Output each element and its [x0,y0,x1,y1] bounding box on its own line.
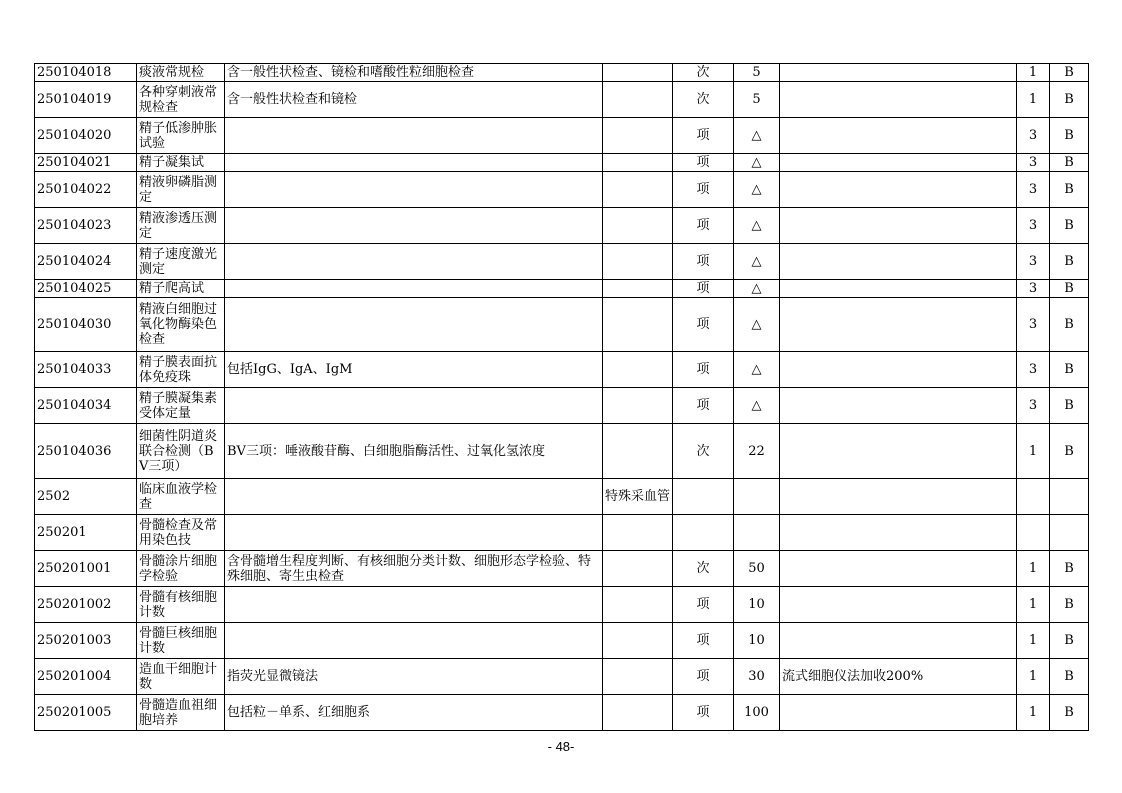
item-category-cell: B [1050,424,1089,479]
item-category-cell: B [1050,280,1089,298]
item-category-cell: B [1050,154,1089,172]
item-level-cell: 3 [1017,280,1050,298]
item-unit-cell: 项 [673,208,734,244]
item-code-cell: 250104034 [35,388,137,424]
item-category-cell: B [1050,64,1089,82]
item-name-cell: 各种穿刺液常规检查 [137,82,225,118]
item-content-cell: 含一般性状检查和镜检 [225,82,603,118]
table-row [35,352,1089,388]
item-exclusion-cell [603,424,673,479]
table-row [35,172,1089,208]
item-category-cell: B [1050,695,1089,731]
item-exclusion-cell [603,172,673,208]
item-price-cell: △ [734,280,780,298]
item-code-cell: 2502 [35,479,137,515]
item-category-cell: B [1050,244,1089,280]
item-level-cell: 1 [1017,587,1050,623]
item-code-cell: 250201001 [35,551,137,587]
item-name-cell: 痰液常规检 [137,64,225,82]
item-unit-cell: 项 [673,388,734,424]
item-price-cell: △ [734,154,780,172]
item-note-cell [780,551,1017,587]
item-exclusion-cell [603,244,673,280]
item-note-cell [780,479,1017,515]
item-content-cell [225,388,603,424]
item-note-cell [780,208,1017,244]
item-unit-cell: 项 [673,244,734,280]
item-level-cell: 1 [1017,623,1050,659]
item-content-cell: 指荧光显微镜法 [225,659,603,695]
item-note-cell [780,352,1017,388]
table-row [35,82,1089,118]
item-content-cell [225,280,603,298]
item-exclusion-cell [603,154,673,172]
table-row [35,244,1089,280]
item-level-cell: 1 [1017,64,1050,82]
item-category-cell: B [1050,659,1089,695]
item-level-cell: 3 [1017,244,1050,280]
item-content-cell: 含骨髓增生程度判断、有核细胞分类计数、细胞形态学检验、特殊细胞、寄生虫检查 [225,551,603,587]
item-code-cell: 250104019 [35,82,137,118]
item-category-cell: B [1050,118,1089,154]
item-exclusion-cell [603,82,673,118]
item-name-cell: 造血干细胞计数 [137,659,225,695]
item-category-cell: B [1050,82,1089,118]
item-code-cell: 250201002 [35,587,137,623]
item-exclusion-cell [603,388,673,424]
item-note-cell [780,118,1017,154]
table-row [35,515,1089,551]
item-category-cell: B [1050,388,1089,424]
item-category-cell: B [1050,172,1089,208]
item-code-cell: 250104033 [35,352,137,388]
item-unit-cell: 项 [673,695,734,731]
item-note-cell [780,298,1017,352]
item-exclusion-cell [603,551,673,587]
item-code-cell: 250201004 [35,659,137,695]
item-note-cell: 流式细胞仪法加收200% [780,659,1017,695]
item-note-cell [780,172,1017,208]
item-level-cell: 1 [1017,659,1050,695]
table-row [35,659,1089,695]
item-name-cell: 骨髓检查及常用染色技 [137,515,225,551]
item-name-cell: 精液卵磷脂测定 [137,172,225,208]
item-level-cell: 3 [1017,352,1050,388]
table-row [35,388,1089,424]
item-category-cell [1050,479,1089,515]
item-note-cell [780,695,1017,731]
item-exclusion-cell [603,280,673,298]
item-exclusion-cell [603,695,673,731]
table-row [35,424,1089,479]
item-content-cell [225,244,603,280]
item-price-cell: 5 [734,64,780,82]
item-content-cell: 含一般性状检查、镜检和嗜酸性粒细胞检查 [225,64,603,82]
item-price-cell: 5 [734,82,780,118]
item-level-cell: 3 [1017,172,1050,208]
item-code-cell: 250104023 [35,208,137,244]
item-code-cell: 250104025 [35,280,137,298]
item-price-cell: △ [734,208,780,244]
item-code-cell: 250104020 [35,118,137,154]
item-price-cell: △ [734,118,780,154]
item-note-cell [780,280,1017,298]
table-row [35,551,1089,587]
item-unit-cell: 项 [673,587,734,623]
item-content-cell [225,623,603,659]
item-content-cell [225,479,603,515]
item-price-cell [734,515,780,551]
item-category-cell: B [1050,551,1089,587]
item-unit-cell [673,479,734,515]
item-level-cell [1017,515,1050,551]
item-category-cell: B [1050,208,1089,244]
item-unit-cell: 次 [673,82,734,118]
item-name-cell: 细菌性阴道炎联合检测（BV三项） [137,424,225,479]
table-row [35,154,1089,172]
item-price-cell: △ [734,352,780,388]
item-price-cell: 100 [734,695,780,731]
item-name-cell: 骨髓涂片细胞学检验 [137,551,225,587]
table-row [35,298,1089,352]
item-price-cell: 22 [734,424,780,479]
item-note-cell [780,64,1017,82]
item-code-cell: 250104018 [35,64,137,82]
item-price-cell: △ [734,244,780,280]
item-unit-cell: 项 [673,623,734,659]
item-unit-cell: 项 [673,280,734,298]
item-category-cell: B [1050,352,1089,388]
item-unit-cell: 次 [673,424,734,479]
item-content-cell: 包括IgG、IgA、IgM [225,352,603,388]
item-unit-cell: 项 [673,154,734,172]
item-note-cell [780,587,1017,623]
item-code-cell: 250104036 [35,424,137,479]
item-content-cell [225,172,603,208]
page-number: - 48- [547,739,575,754]
table-row [35,623,1089,659]
item-note-cell [780,82,1017,118]
item-unit-cell: 项 [673,659,734,695]
item-unit-cell: 项 [673,352,734,388]
item-unit-cell [673,515,734,551]
item-content-cell [225,587,603,623]
fee-table [34,63,1089,731]
item-name-cell: 精液白细胞过氧化物酶染色检查 [137,298,225,352]
table-row [35,695,1089,731]
item-price-cell: 50 [734,551,780,587]
item-exclusion-cell [603,208,673,244]
item-code-cell: 250201003 [35,623,137,659]
item-category-cell [1050,515,1089,551]
item-name-cell: 骨髓造血祖细胞培养 [137,695,225,731]
item-price-cell: △ [734,172,780,208]
item-exclusion-cell [603,298,673,352]
item-level-cell: 3 [1017,298,1050,352]
item-name-cell: 精子凝集试 [137,154,225,172]
item-level-cell [1017,479,1050,515]
item-category-cell: B [1050,587,1089,623]
item-content-cell [225,154,603,172]
table-row [35,208,1089,244]
item-unit-cell: 项 [673,118,734,154]
item-exclusion-cell [603,587,673,623]
item-name-cell: 临床血液学检查 [137,479,225,515]
item-note-cell [780,424,1017,479]
item-price-cell: △ [734,298,780,352]
item-name-cell: 精子膜凝集素受体定量 [137,388,225,424]
item-name-cell: 精子爬高试 [137,280,225,298]
item-content-cell [225,515,603,551]
item-exclusion-cell [603,352,673,388]
item-price-cell: 30 [734,659,780,695]
item-price-cell: 10 [734,587,780,623]
item-code-cell: 250201005 [35,695,137,731]
item-name-cell: 精子速度激光测定 [137,244,225,280]
item-content-cell [225,298,603,352]
item-code-cell: 250104021 [35,154,137,172]
table-row [35,118,1089,154]
item-content-cell [225,208,603,244]
item-name-cell: 骨髓有核细胞计数 [137,587,225,623]
item-note-cell [780,515,1017,551]
item-note-cell [780,388,1017,424]
item-level-cell: 3 [1017,208,1050,244]
table-row [35,280,1089,298]
item-exclusion-cell [603,515,673,551]
item-exclusion-cell: 特殊采血管 [603,479,673,515]
item-unit-cell: 次 [673,551,734,587]
item-exclusion-cell [603,659,673,695]
item-name-cell: 精子低渗肿胀试验 [137,118,225,154]
item-category-cell: B [1050,298,1089,352]
item-level-cell: 3 [1017,154,1050,172]
item-unit-cell: 项 [673,172,734,208]
item-unit-cell: 次 [673,64,734,82]
item-name-cell: 精子膜表面抗体免疫珠 [137,352,225,388]
item-price-cell: 10 [734,623,780,659]
item-note-cell [780,623,1017,659]
item-exclusion-cell [603,118,673,154]
item-exclusion-cell [603,64,673,82]
item-level-cell: 3 [1017,388,1050,424]
item-code-cell: 250104024 [35,244,137,280]
item-content-cell: BV三项：唾液酸苷酶、白细胞脂酶活性、过氧化氢浓度 [225,424,603,479]
item-level-cell: 1 [1017,424,1050,479]
item-content-cell [225,118,603,154]
item-price-cell [734,479,780,515]
item-name-cell: 精液渗透压测定 [137,208,225,244]
item-note-cell [780,244,1017,280]
table-row [35,64,1089,82]
table-row [35,479,1089,515]
item-content-cell: 包括粒－单系、红细胞系 [225,695,603,731]
item-level-cell: 1 [1017,551,1050,587]
item-code-cell: 250104022 [35,172,137,208]
item-code-cell: 250201 [35,515,137,551]
table-row [35,587,1089,623]
item-note-cell [780,154,1017,172]
item-level-cell: 3 [1017,118,1050,154]
item-category-cell: B [1050,623,1089,659]
item-price-cell: △ [734,388,780,424]
item-name-cell: 骨髓巨核细胞计数 [137,623,225,659]
item-level-cell: 1 [1017,82,1050,118]
item-unit-cell: 项 [673,298,734,352]
item-exclusion-cell [603,623,673,659]
item-code-cell: 250104030 [35,298,137,352]
item-level-cell: 1 [1017,695,1050,731]
